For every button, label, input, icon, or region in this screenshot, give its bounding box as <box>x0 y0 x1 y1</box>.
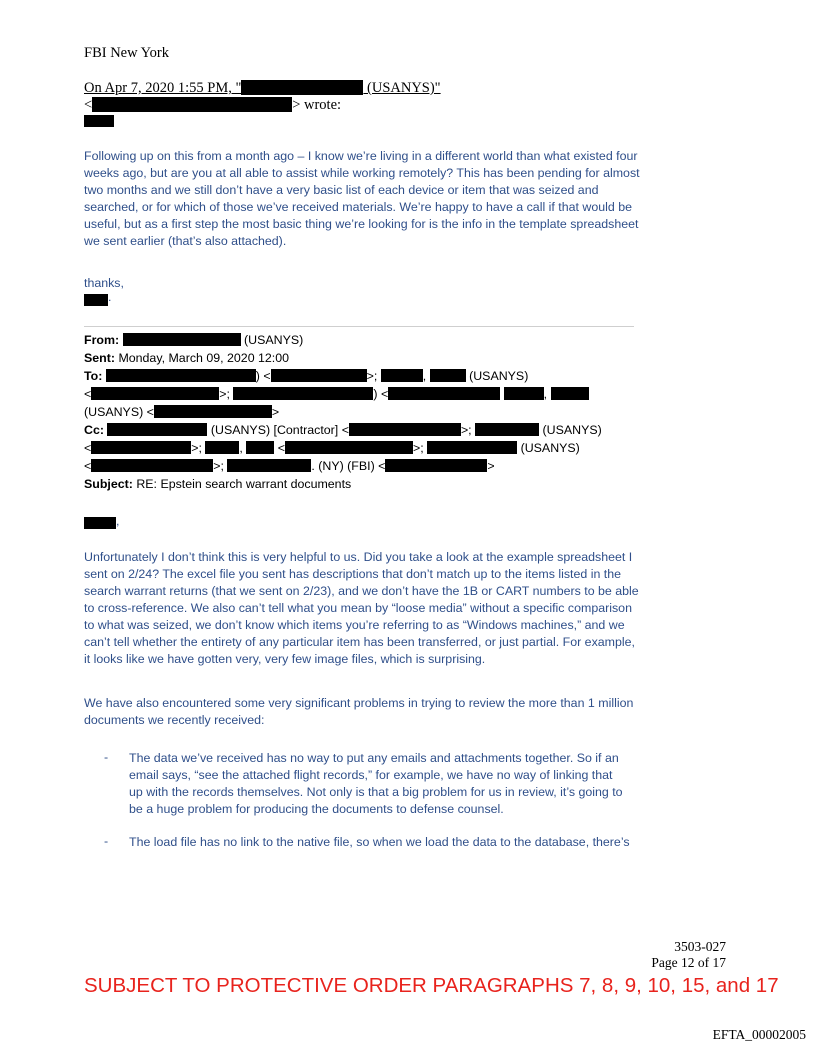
redaction <box>246 441 274 454</box>
to-text: > <box>271 405 280 419</box>
to-text: (USANYS) <box>469 369 529 383</box>
sent-label: Sent: <box>84 351 115 365</box>
redaction <box>385 459 487 472</box>
from-line <box>84 332 303 349</box>
document-number: 3503-027 <box>674 939 726 954</box>
subject-label: Subject: <box>84 477 133 491</box>
to-text: ) < <box>373 387 389 401</box>
sent-line <box>84 350 289 367</box>
redaction <box>205 441 239 454</box>
cc-text: >; <box>191 441 202 455</box>
salutation-punct: , <box>116 514 120 528</box>
on-date-prefix: On Apr 7, 2020 1:55 PM, " <box>84 80 242 96</box>
redaction <box>107 423 207 436</box>
to-text: (USANYS) < <box>84 405 154 419</box>
cc-text: > <box>487 459 495 473</box>
to-label: To: <box>84 369 103 383</box>
page-number: Page 12 of 17 <box>651 955 726 970</box>
signoff-punct: . <box>108 290 112 304</box>
cc-text: . (NY) (FBI) < <box>311 459 386 473</box>
redaction <box>227 459 311 472</box>
redaction <box>91 387 219 400</box>
cc-text: , <box>239 441 243 455</box>
redaction <box>84 294 108 306</box>
redaction <box>475 423 539 436</box>
to-line-1 <box>84 368 528 385</box>
subject-value: RE: Epstein search warrant documents <box>136 477 352 491</box>
to-text: ) < <box>255 369 271 383</box>
protective-order-notice: SUBJECT TO PROTECTIVE ORDER PARAGRAPHS 7, 8, 9, 10, 15, and 17 <box>84 974 779 997</box>
redaction <box>123 333 241 346</box>
redaction <box>233 387 373 400</box>
sent-value: Monday, March 09, 2020 12:00 <box>118 351 290 365</box>
cc-text: >; <box>460 423 472 437</box>
cc-text: (USANYS) <box>520 441 580 455</box>
bullet-dash: - <box>104 750 109 764</box>
quoted-email-line <box>84 97 341 114</box>
body-paragraph-2: We have also encountered some very significant problems in trying to review the more than 1 million documents we recently received: <box>84 696 634 727</box>
redaction <box>271 369 367 382</box>
redaction <box>381 369 423 382</box>
redaction <box>91 459 213 472</box>
bullet-dash: - <box>104 834 109 848</box>
wrote-suffix: > wrote: <box>292 97 342 113</box>
redaction <box>551 387 589 400</box>
cc-line-1 <box>84 422 602 439</box>
bullet-text: The load file has no link to the native file, so when we load the data to the database, there’s <box>129 835 630 849</box>
cc-text: < <box>277 441 285 455</box>
to-text: , <box>543 387 548 401</box>
from-label: From: <box>84 333 120 347</box>
email-open: < <box>84 97 93 113</box>
page-footer <box>651 939 726 971</box>
redaction <box>388 387 500 400</box>
redaction <box>84 517 116 529</box>
to-text: < <box>84 387 92 401</box>
redaction <box>84 115 114 127</box>
redaction <box>91 441 191 454</box>
to-line-3 <box>84 404 279 421</box>
cc-text: (USANYS) [Contractor] < <box>210 423 349 437</box>
redaction <box>241 80 363 95</box>
redaction <box>427 441 517 454</box>
thanks-text: thanks, <box>84 276 124 290</box>
office-name: FBI New York <box>84 45 170 61</box>
cc-text: (USANYS) <box>542 423 602 437</box>
redaction <box>285 441 413 454</box>
cc-label: Cc: <box>84 423 104 437</box>
divider <box>84 326 634 327</box>
to-text: >; <box>366 369 378 383</box>
bullet-text: The data we’ve received has no way to put any emails and attachments together. So if an email says, “see the attached flight records,” for example, we have no way of linking that up with the records themselves. Not only is that a big problem for us in review, it’s going to be a huge problem for producing the documents to defense counsel. <box>129 751 623 816</box>
body-paragraph-1: Unfortunately I don’t think this is very helpful to us. Did you take a look at the example spreadsheet I sent on 2/24? The excel file you sent has descriptions that don’t match up to the items listed in the search warrant returns (that we sent on 2/23), and we don’t have the 1B or CART numbers to be able to cross-reference. We also can’t tell what you mean by “loose media” without a specific comparison to what was seized, we don’t know which items you’re referring to as “Windows machines,” and we can’t tell whether the entirety of any particular item has been transferred, or just partial. For example, it looks like we have gotten very, very few image files, which is surprising. <box>84 550 639 666</box>
cc-text: >; <box>413 441 424 455</box>
subject-line <box>84 476 351 493</box>
cc-line-2 <box>84 440 580 457</box>
cc-text: < <box>84 459 92 473</box>
reply-paragraph: Following up on this from a month ago – I know we’re living in a different world than what existed four weeks ago, but are you at all able to assist while working remotely? This has been pending for almost two months and we still don’t have a very basic list of each device or item that was seized and searched, or for which of those we’ve received materials. We’re happy to have a call if that would be useful, but as a first step the most basic thing we’re looking for is the info in the template spreadsheet we sent earlier (that’s also attached). <box>84 149 640 248</box>
redaction <box>430 369 466 382</box>
cc-line-3 <box>84 458 495 475</box>
to-text: , <box>422 369 427 383</box>
cc-text: >; <box>213 459 224 473</box>
redaction <box>92 97 292 112</box>
to-line-2 <box>84 386 589 403</box>
bates-number: EFTA_00002005 <box>712 1027 806 1042</box>
redaction <box>106 369 256 382</box>
from-suffix: (USANYS) <box>244 333 304 347</box>
cc-text: < <box>84 441 92 455</box>
redaction <box>349 423 461 436</box>
quoted-header-line <box>84 80 441 97</box>
redaction <box>154 405 272 418</box>
to-text: >; <box>219 387 230 401</box>
on-date-suffix: (USANYS)" <box>363 80 441 96</box>
redaction <box>504 387 544 400</box>
